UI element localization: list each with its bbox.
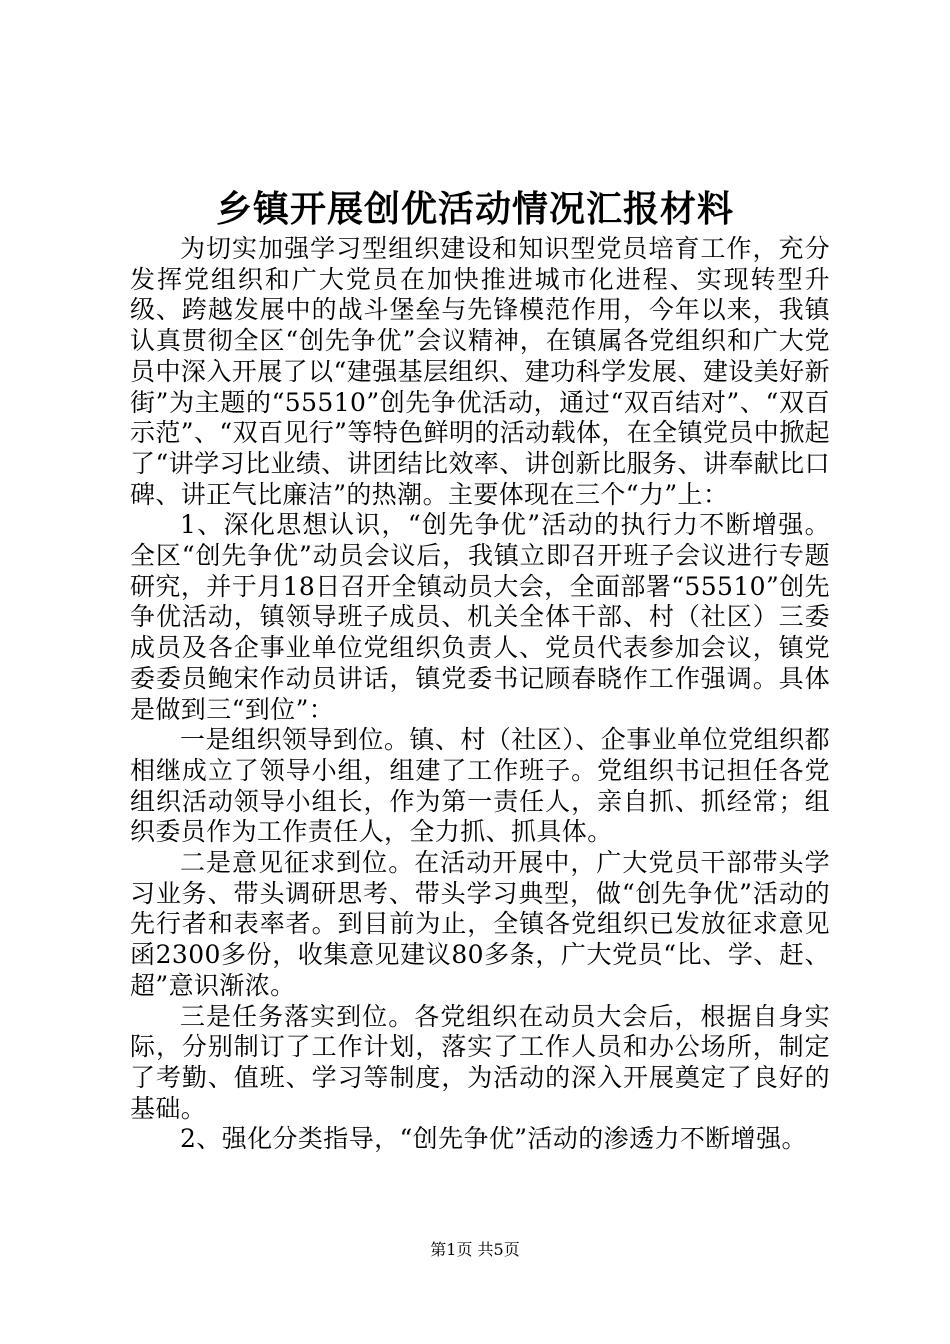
paragraph-intro: 为切实加强学习型组织建设和知识型党员培育工作，充分发挥党组织和广大党员在加快推进城市化进程、实现转型升级、跨越发展中的战斗堡垒与先锋模范作用，今年以来，我镇认真贯彻全区“创先争优”会议精神，在镇属各党组织和广大党员中深入开展了以“建强基层组织、建功科学发展、建设美好新街”为主题的“55510”创先争优活动，通过“双百结对”、“双百示范”、“双百见行”等特色鲜明的活动载体，在全镇党员中掀起了“讲学习比业绩、讲团结比效率、讲创新比服务、讲奉献比口碑、讲正气比廉洁”的热潮。主要体现在三个“力”上：	[130, 234, 830, 509]
paragraph-point-2: 二是意见征求到位。在活动开展中，广大党员干部带头学习业务、带头调研思考、带头学习典型，做“创先争优”活动的先行者和表率者。到目前为止，全镇各党组织已发放征求意见函2300多份，收集意见建议80多条，广大党员“比、学、赶、超”意识渐浓。	[130, 848, 830, 1000]
paragraph-section-2: 2、强化分类指导，“创先争优”活动的渗透力不断增强。	[180, 1124, 807, 1154]
paragraph-section-1: 1、深化思想认识，“创先争优”活动的执行力不断增强。全区“创先争优”动员会议后，我镇立即召开班子会议进行专题研究，并于月18日召开全镇动员大会，全面部署“55510”创先争优活动，镇领导班子成员、机关全体干部、村（社区）三委成员及各企事业单位党组织负责人、党员代表参加会议，镇党委委员鲍宋作动员讲话，镇党委书记顾春晓作工作强调。具体是做到三“到位”：	[130, 510, 830, 724]
document-body	[130, 234, 830, 1155]
document-title: 乡镇开展创优活动情况汇报材料	[215, 188, 734, 230]
paragraph-point-3: 三是任务落实到位。各党组织在动员大会后，根据自身实际，分别制订了工作计划，落实了工作人员和办公场所，制定了考勤、值班、学习等制度，为活动的深入开展奠定了良好的基础。	[130, 1001, 830, 1123]
page-number-footer: 第1页 共5页	[430, 1240, 520, 1259]
paragraph-point-1: 一是组织领导到位。镇、村（社区）、企事业单位党组织都相继成立了领导小组，组建了工作班子。党组织书记担任各党组织活动领导小组长，作为第一责任人，亲自抓、抓经常；组织委员作为工作责任人，全力抓、抓具体。	[130, 725, 830, 847]
